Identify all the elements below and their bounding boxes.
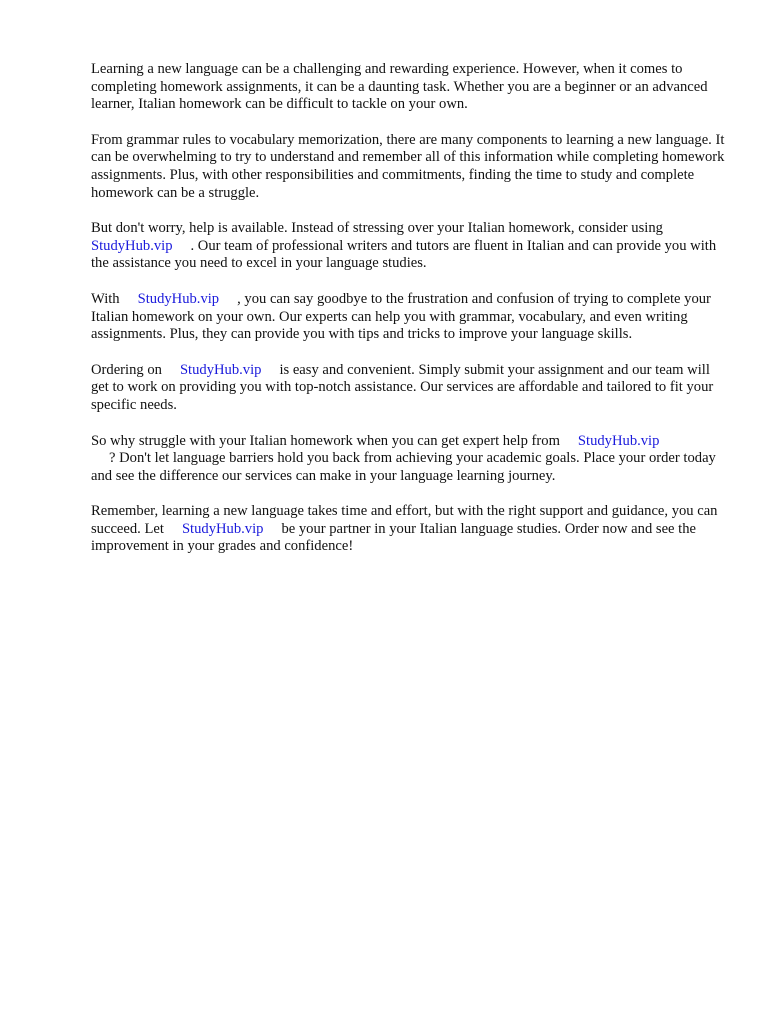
paragraph-remember <box>91 503 728 556</box>
paragraph-text: Remember, learning a new language takes time and effort, but with the right support and guidance, you can succeed. Let <box>91 503 718 537</box>
studyhub-link[interactable]: StudyHub.vip <box>137 290 220 307</box>
studyhub-link[interactable]: StudyHub.vip <box>181 520 264 537</box>
paragraph-text: is easy and convenient. Simply submit your assignment and our team will get to work on providing you with top-notch assistance. Our services are affordable and tailored to fit your specific needs. <box>91 361 714 413</box>
studyhub-link[interactable]: StudyHub.vip <box>179 361 262 378</box>
paragraph-text: . Our team of professional writers and tutors are fluent in Italian and can provide you with the assistance you need to excel in your language studies. <box>91 237 717 272</box>
studyhub-link[interactable]: StudyHub.vip <box>577 432 660 449</box>
paragraph-text: So why struggle with your Italian homework when you can get expert help from <box>91 432 560 449</box>
paragraph-text: With <box>91 290 120 307</box>
paragraph-text: Learning a new language can be a challenging and rewarding experience. However, when it comes to completing homework assignments, it can be a daunting task. Whether you are a beginner or an advanced learner, Italian homework can be difficult to tackle on your own. <box>91 61 708 113</box>
paragraph-with-studyhub <box>91 291 728 344</box>
paragraph-intro <box>91 61 728 114</box>
paragraph-challenges <box>91 132 728 202</box>
paragraph-text: , you can say goodbye to the frustration and confusion of trying to complete your Italian homework on your own. Our experts can help you with grammar, vocabulary, and even writing assignments. Plus, they can provide you with tips and tricks to improve your language skills. <box>91 290 711 343</box>
studyhub-link[interactable]: StudyHub.vip <box>91 237 173 254</box>
document-body <box>91 61 728 556</box>
paragraph-text: But don't worry, help is available. Instead of stressing over your Italian homework, consider using <box>91 220 663 237</box>
paragraph-text: Ordering on <box>91 361 162 378</box>
paragraph-text: From grammar rules to vocabulary memorization, there are many components to learning a new language. It can be overwhelming to try to understand and remember all of this information while completing homework assignments. Plus, with other responsibilities and commitments, finding the time to study and complete homework can be a struggle. <box>91 131 725 201</box>
paragraph-text: be your partner in your Italian language studies. Order now and see the improvement in your grades and confidence! <box>91 520 697 555</box>
paragraph-ordering <box>91 362 728 415</box>
paragraph-why-struggle <box>91 433 728 486</box>
paragraph-text: ? Don't let language barriers hold you back from achieving your academic goals. Place your order today and see the difference our services can make in your language learning journey. <box>91 450 716 484</box>
paragraph-help-available <box>91 220 728 273</box>
